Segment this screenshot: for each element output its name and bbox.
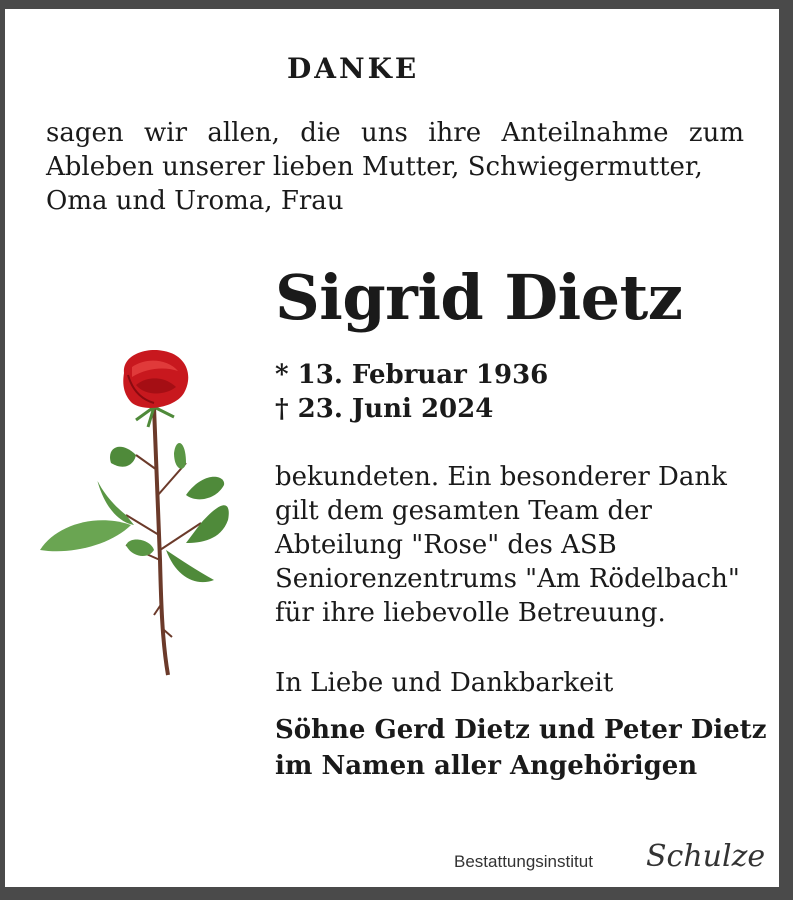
- intro-text: [46, 116, 744, 218]
- closing-text: In Liebe und Dankbarkeit: [275, 668, 614, 698]
- birth-date: * 13. Februar 1936: [275, 360, 549, 390]
- deceased-name: Sigrid Dietz: [275, 261, 683, 334]
- intro-line: sagen wir allen, die uns ihre Anteilnahme zum: [46, 118, 744, 148]
- funeral-home-label: Bestattungsinstitut: [454, 852, 593, 871]
- body-line: bekundeten. Ein besonderer Dank: [275, 462, 727, 492]
- svg-text:Schulze: Schulze: [646, 839, 766, 874]
- body-text: [275, 460, 740, 630]
- funeral-home-logo: [640, 832, 768, 876]
- rose-icon: [36, 345, 236, 680]
- life-dates: [275, 358, 548, 426]
- signer-line: im Namen aller Angehörigen: [275, 751, 698, 781]
- death-date: † 23. Juni 2024: [275, 394, 494, 424]
- body-line: Abteilung "Rose" des ASB: [275, 530, 617, 560]
- signer-line: Söhne Gerd Dietz und Peter Dietz: [275, 715, 767, 745]
- heading: DANKE: [287, 52, 420, 85]
- intro-line: Oma und Uroma, Frau: [46, 186, 344, 216]
- body-line: gilt dem gesamten Team der: [275, 496, 652, 526]
- body-line: Seniorenzentrums "Am Rödelbach": [275, 564, 740, 594]
- funeral-home-footer: [454, 832, 774, 876]
- signers: [275, 712, 766, 784]
- body-line: für ihre liebevolle Betreuung.: [275, 598, 666, 628]
- intro-line: Ableben unserer lieben Mutter, Schwiegermutter,: [46, 152, 703, 182]
